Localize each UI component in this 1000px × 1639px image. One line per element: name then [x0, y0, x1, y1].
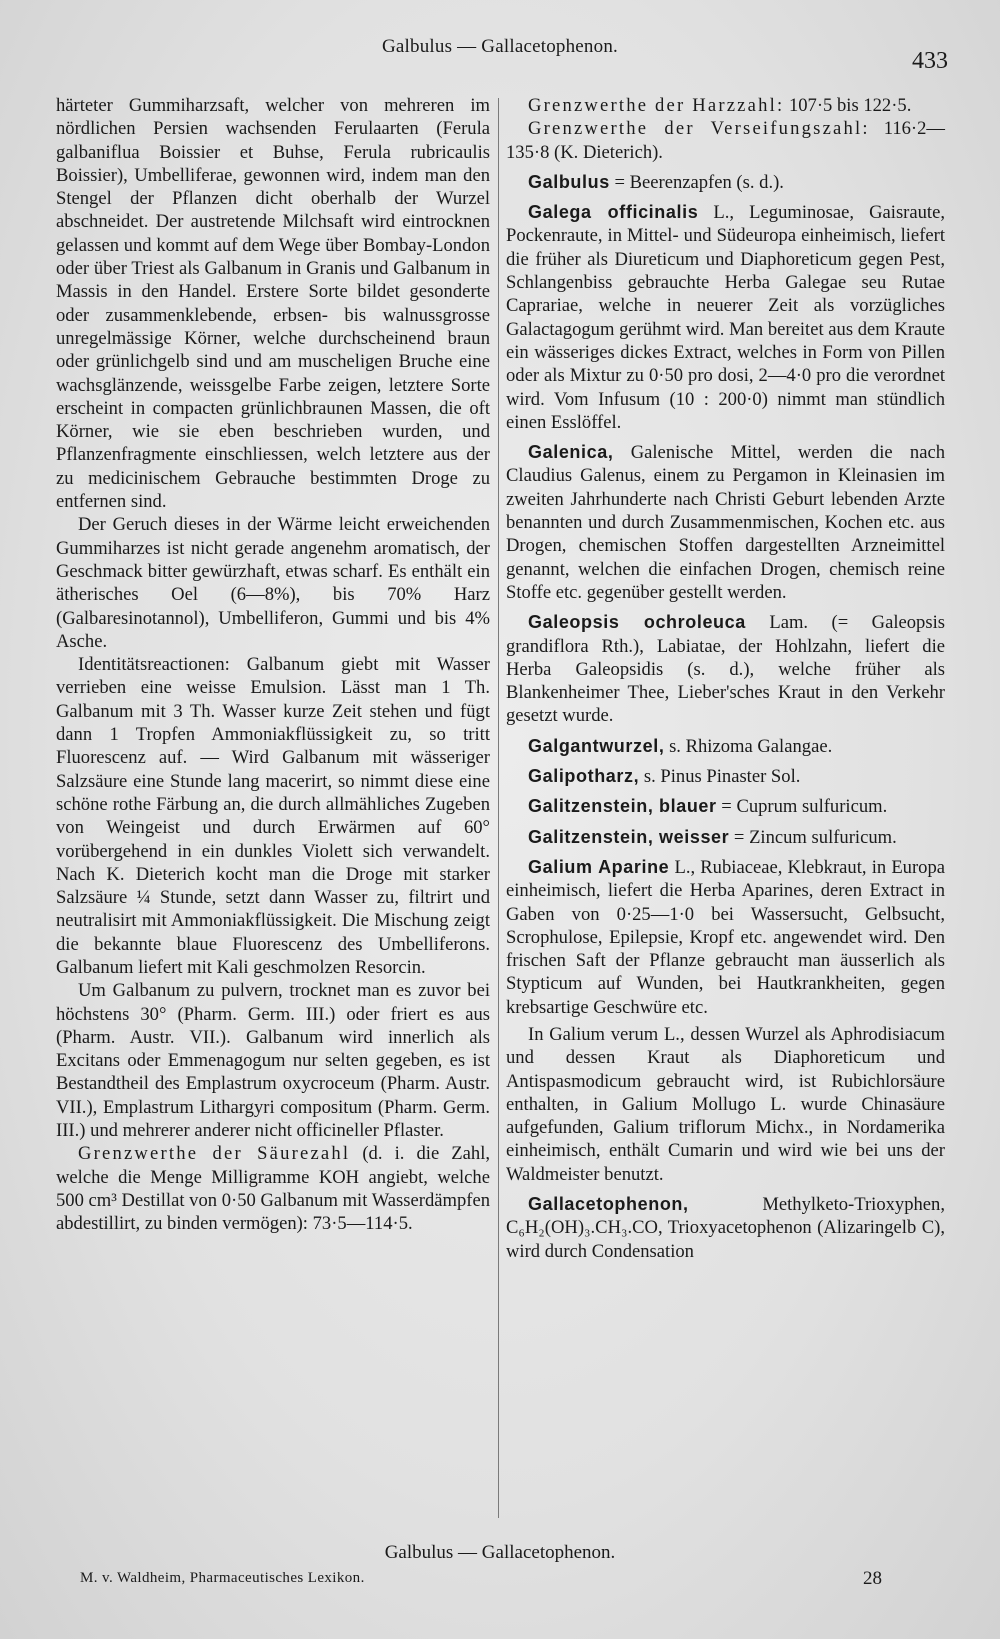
galbanum-identity-reactions: Identitätsreactionen: Galbanum giebt mit Wasser verrieben eine weisse Emulsion. Lässt man 1 Th. Galbanum mit 3 Th. Wasser kurze Zeit stehen und fügt dann 1 Tropfen Ammoniakflüssigkeit zu, so tritt Fluorescenz auf. — Wird Galbanum mit wässeriger Salzsäure eine Stunde lang macerirt, so nimmt diese eine schöne rothe Färbung an, die durch allmähliches Zugeben von Weingeist und durch Erwärmen auf 60° vorübergehend in ein dunkles Violett sich verwandelt. Nach K. Dieterich kocht man die Droge mit starker Salzsäure ¼ Stunde, setzt dann Wasser zu, filtrirt und neutralisirt mit Ammoniakflüssigkeit. Die Mischung zeigt die bekannte blaue Fluorescenz des Umbelliferons. Galbanum liefert mit Kali geschmolzen Resorcin.: [56, 654, 490, 978]
footer-signature: 28: [863, 1568, 882, 1589]
headword: Galitzenstein, blauer: [528, 796, 717, 817]
right-column: [506, 94, 945, 1263]
entry-galenica: Galenica, Galenische Mittel, werden die nach Claudius Galenus, einem zu Pergamon in Kleinasien im zweiten Jahrhunderte nach Christi Geburt lebenden Arzte benannten und durch Zusammenmischen, Kochen etc. aus Drogen, chemischen Stoffen dargestellten Arzneimittel genannt, welchen die einfachen Drogen, chemisch reine Stoffe etc. gegenüber gestellt werden.: [506, 442, 945, 603]
entry-galbulus: Galbulus = Beerenzapfen (s. d.).: [528, 171, 784, 193]
headword: Galenica,: [528, 442, 614, 463]
headword: Galgantwurzel,: [528, 735, 665, 756]
galbanum-smell-taste: Der Geruch dieses in der Wärme leicht erweichenden Gummiharzes ist nicht gerade angenehm aromatisch, der Geschmack bitter gewürzhaft, etwas scharf. Es enthält ein ätherisches Oel (6—8%), bis 70% Harz (Galbaresinotannol), Umbelliferon, Gummi und bis 4% Asche.: [56, 514, 490, 652]
headword: Galega officinalis: [528, 202, 699, 223]
footer-running-head: Galbulus — Gallacetophenon.: [384, 1542, 616, 1563]
left-column: [56, 94, 490, 1236]
running-head: Galbulus — Gallacetophenon.: [382, 36, 618, 57]
column-rule: [498, 98, 499, 1518]
galbanum-use: Um Galbanum zu pulvern, trocknet man es zuvor bei höchstens 30° (Pharm. Germ. III.) oder friert es aus (Pharm. Austr. VII.). Galbanum wird innerlich als Excitans oder Emmenagogum nur selten gegeben, es ist Bestandtheil des Emplastrum oxycroceum (Pharm. Austr. VII.), Emplastrum Lithargyri compositum (Pharm. Germ. III.) und mehrerer anderer nicht officineller Pflaster.: [56, 980, 490, 1142]
galbanum-acid-number: Grenzwerthe der Säurezahl (d. i. die Zahl, welche die Menge Milligramme KOH angiebt, welche 500 cm³ Destillat von 0·50 Galbanum mit Wasserdämpfen abdestillirt, zu binden vermögen): 73·5—114·5.: [56, 1143, 491, 1235]
entry-galitzenstein-blauer: Galitzenstein, blauer = Cuprum sulfuricum.: [528, 796, 888, 818]
headword: Galbulus: [528, 171, 610, 192]
entry-galgantwurzel: Galgantwurzel, s. Rhizoma Galangae.: [528, 735, 833, 757]
entry-galium-aparine: Galium Aparine L., Rubiaceae, Klebkraut, in Europa einheimisch, liefert die Herba Aparines, deren Extract in Gaben von 0·25—1·0 bei Wassersucht, Gelbsucht, Scrophulose, Epilepsie, Kropf etc. angewendet wird. Den frischen Saft der Pflanze gebraucht man äusserlich als Stypticum auf Wunden, bei Hautkrankheiten, gegen krebsartige Geschwüre etc.: [506, 856, 946, 1018]
entry-gallacetophenon: Gallacetophenon, Methylketo-Trioxyphen, C₆H₂(OH)₃.CH₃.CO, Trioxyacetophenon (Alizaringelb C), wird durch Condensation: [506, 1194, 945, 1262]
entry-galega-officinalis: Galega officinalis L., Leguminosae, Gaisraute, Pockenraute, in Mittel- und Südeuropa einheimisch, liefert die früher als Diureticum und Diaphoreticum gegen Pest, Schlangenbiss gebrauchte Herba Galegae seu Rutae Caprariae, welche in neuerer Zeit als vorzügliches Galactagogum gerühmt wird. Man bereitet aus dem Kraute ein wässeriges dickes Extract, welches in Form von Pillen oder als Mixtur zu 0·50 pro dosi, 2—4·0 pro die verordnet wird. Vom Infusum (10 : 200·0) nimmt man stündlich einen Esslöffel.: [506, 202, 945, 433]
entry-galitzenstein-weisser: Galitzenstein, weisser = Zincum sulfuricum.: [528, 826, 897, 848]
galbanum-description: härteter Gummiharzsaft, welcher von mehreren im nördlichen Persien wachsenden Ferulaarten (Ferula galbaniflua Boissier et Buhse, Ferula rubricaulis Boissier), Umbelliferae, gewonnen wird, indem man den Stengel der Pflanzen dicht oberhalb der Wurzel abschneidet. Der austretende Milchsaft wird eintrocknen gelassen und kommt auf dem Wege über Bombay-London oder über Triest als Galbanum in Granis und Galbanum in Massis in den Handel. Erstere Sorte bildet gesonderte oder zusammenklebende, erbsen- bis walnussgrosse unregelmässige Körner, welche durchscheinend braun oder grünlichgelb sind und am muscheligen Bruche eine wachsglänzende, weissgelbe Farbe zeigen, letztere Sorte erscheint in compacten grünlichbraunen Massen, die oft Körner, wie sie eben beschrieben wurden, und Pflanzenfragmente einschliessen, welch letztere aus der zu medicinischem Gebrauche bestimmten Droge zu entfernen sind.: [56, 95, 490, 513]
galium-verum-paragraph: In Galium verum L., dessen Wurzel als Aphrodisiacum und dessen Kraut als Diaphoreticum und Antispasmodicum gebraucht wird, ist Rubichlorsäure enthalten, in Galium Mollugo L. wurde Chinasäure aufgefunden, Galium triflorum Michx., in Nordamerika einheimisch, enthält Cumarin und wird wie bei uns der Waldmeister benutzt.: [506, 1023, 945, 1185]
entry-galipotharz: Galipotharz, s. Pinus Pinaster Sol.: [528, 766, 801, 788]
footer-imprint: M. v. Waldheim, Pharmaceutisches Lexikon.: [80, 1570, 365, 1586]
saponification-number: Grenzwerthe der Verseifungszahl: 116·2—135·8 (K. Dieterich).: [506, 118, 945, 163]
headword: Galium Aparine: [528, 856, 670, 877]
page-number: 433: [912, 48, 948, 74]
headword: Gallacetophenon,: [528, 1194, 689, 1215]
entry-galeopsis-ochroleuca: Galeopsis ochroleuca Lam. (= Galeopsis grandiflora Rth.), Labiatae, der Hohlzahn, liefert die Herba Galeopsidis (s. d.), welche früher als Blankenheimer Thee, Lieber'sches Kraut in den Verkehr gesetzt wurde.: [506, 612, 945, 727]
headword: Galipotharz,: [528, 766, 640, 787]
headword: Galeopsis ochroleuca: [528, 612, 746, 633]
headword: Galitzenstein, weisser: [528, 826, 730, 847]
resin-number: Grenzwerthe der Harzzahl: 107·5 bis 122·5.: [528, 95, 912, 116]
